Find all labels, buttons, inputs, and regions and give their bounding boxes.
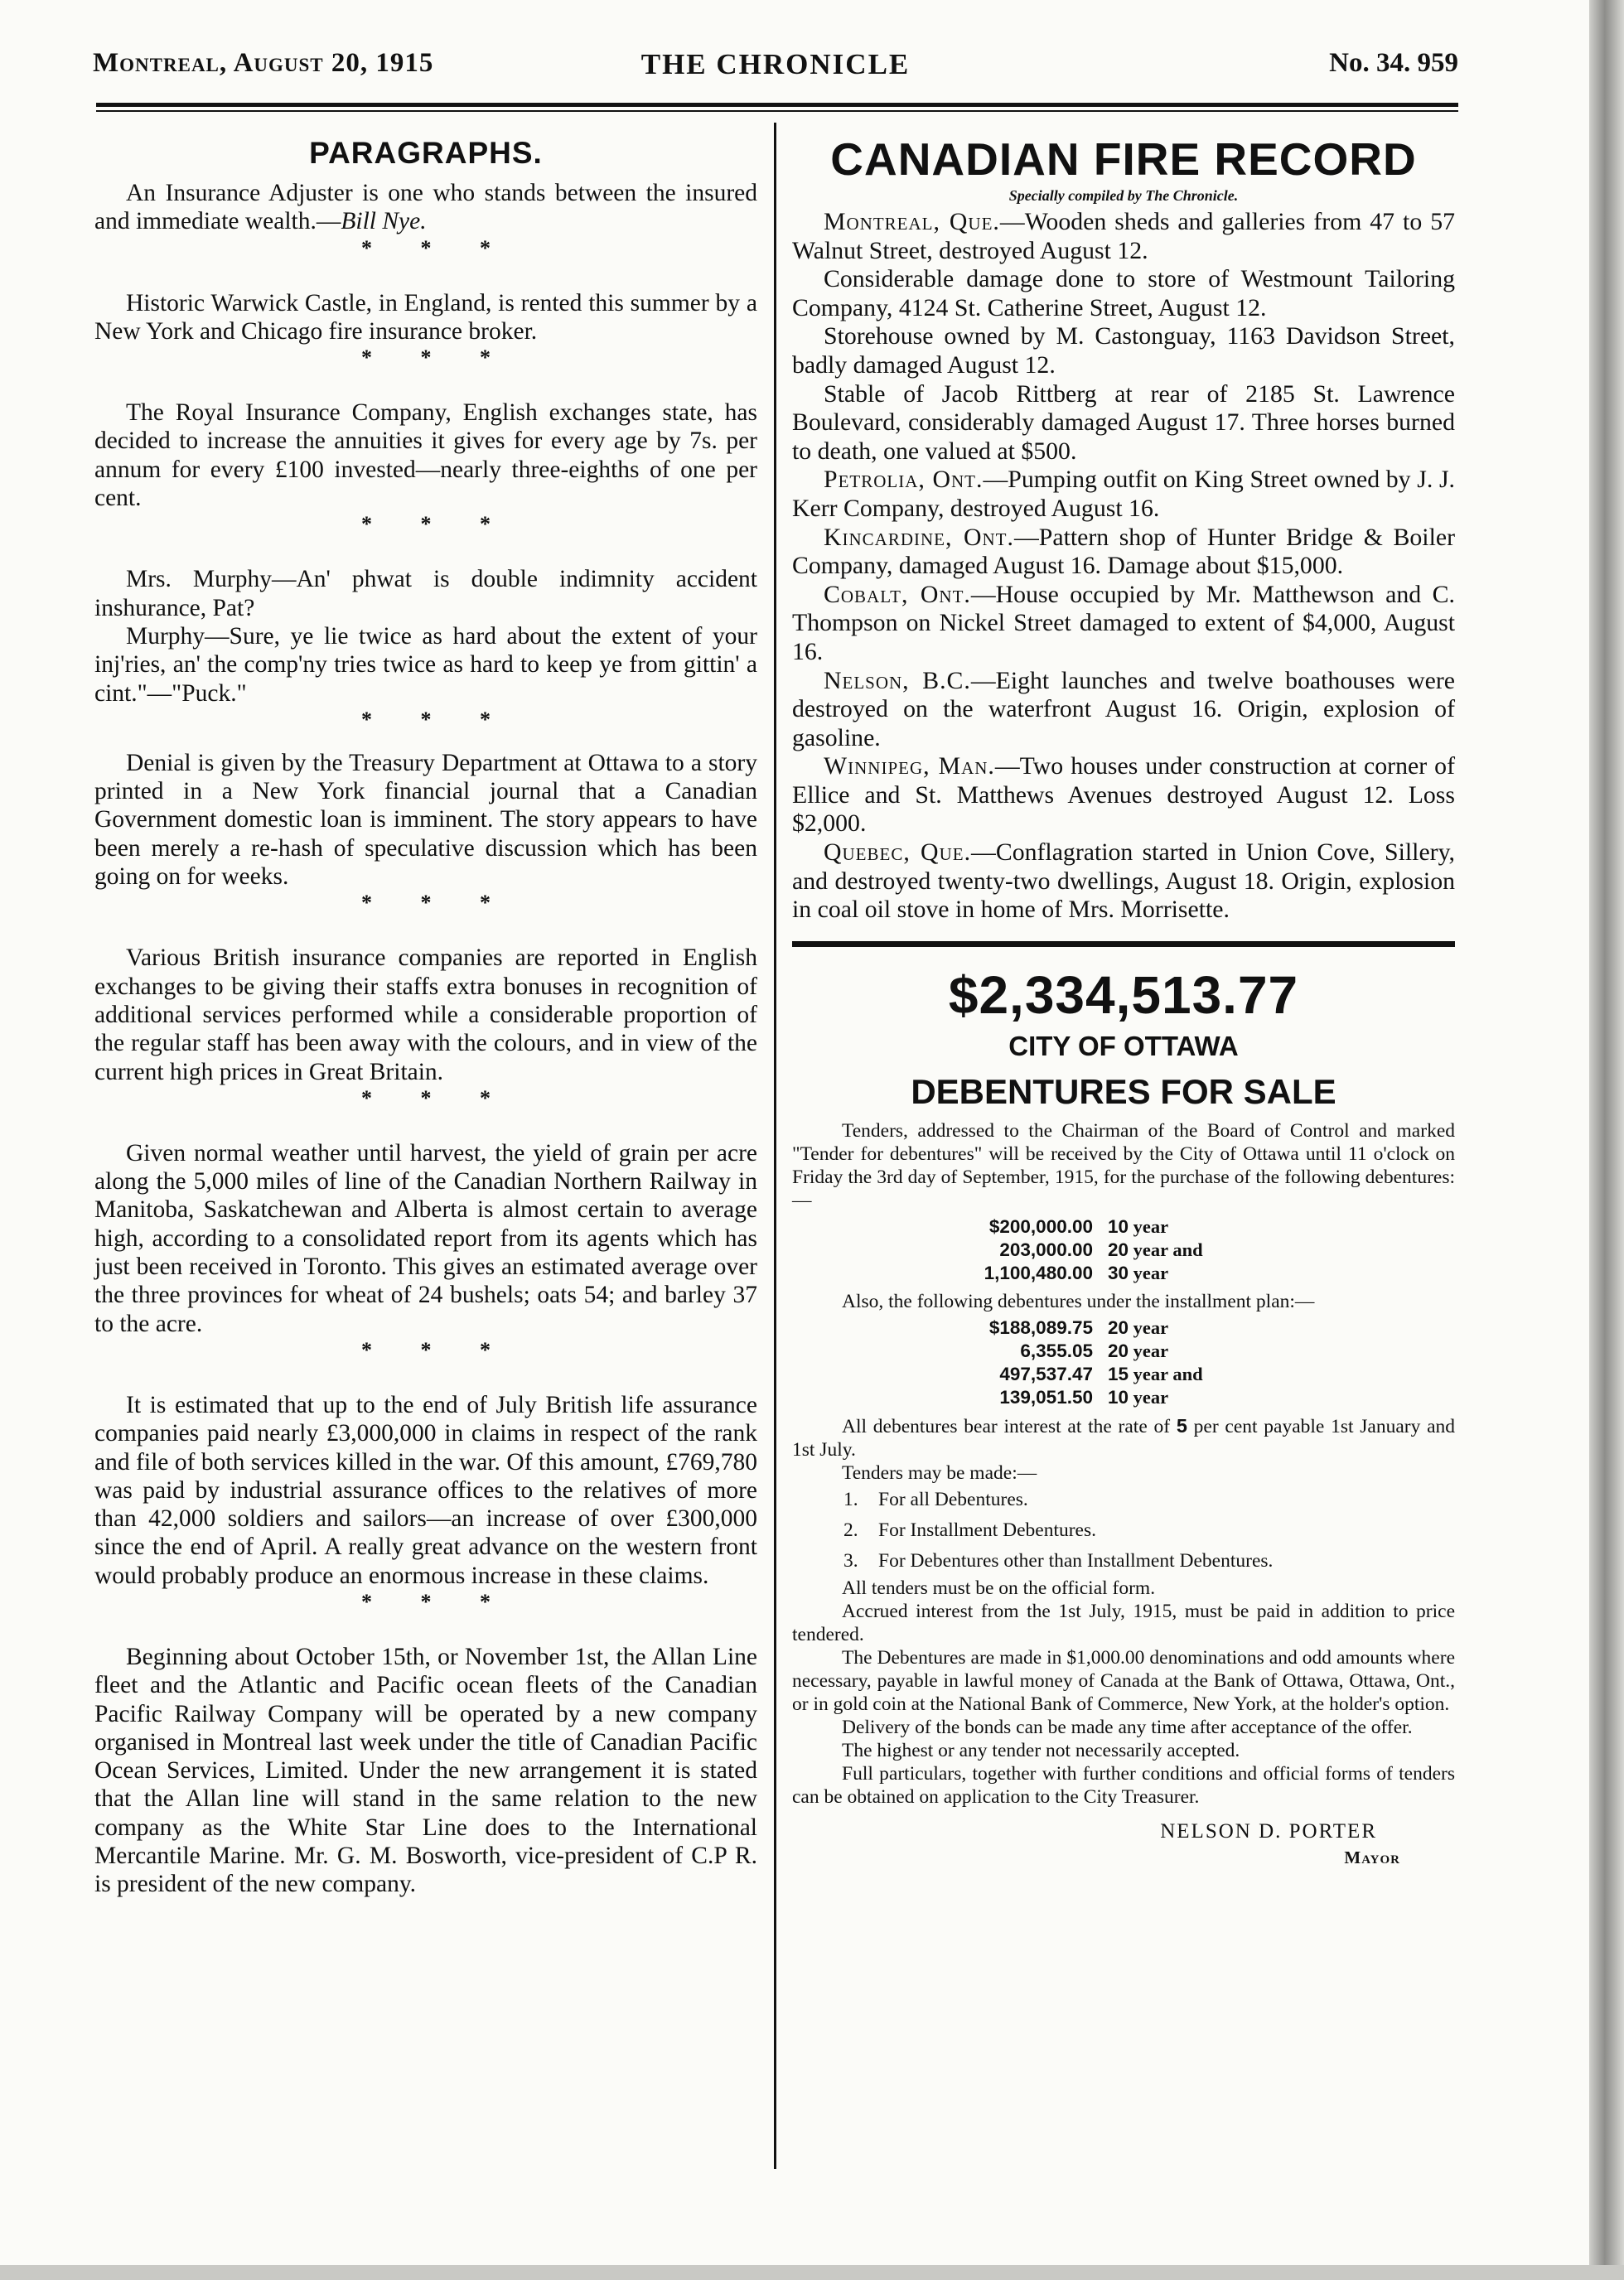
fire-entry: Quebec, Que.—Conflagration started in Union Cove, Sillery, and destroyed twenty-two dwellings, August 18. Origin, explosion in coal oil stove in home of Mrs. Morrisette.: [792, 838, 1456, 924]
paragraph-murphy-question: Mrs. Murphy—An' phwat is double indimnity accident inshurance, Pat?: [94, 566, 757, 621]
header-issue-page: No. 34. 959: [1329, 48, 1458, 78]
table-row: $200,000.00 10 year: [988, 1215, 1169, 1237]
fire-entry: Kincardine, Ont.—Pattern shop of Hunter Bridge & Boiler Company, damaged August 16. Damage about $15,000.: [792, 523, 1456, 580]
section-separator: * * *: [361, 1337, 512, 1362]
paragraph-allan-line: Beginning about October 15th, or November 1st, the Allan Line fleet and the Atlantic and Pacific ocean fleets of the Canadian Pacific Railway Company will be operated by a new company organised in Montreal last week under the title of Canadian Pacific Ocean Services, Limited. Under the new arrangement it is stated that the Allan line will stand in the same relation to the new company as the White Star Line does to the International Mercantile Marine. Mr. G. M. Bosworth, vice-president of C.P R. is president of the new company.: [94, 1643, 757, 1898]
header-rule-thin: [96, 110, 1458, 112]
page-header: [93, 48, 1458, 89]
section-separator: * * *: [361, 891, 512, 915]
fire-entry: Stable of Jacob Rittberg at rear of 2185 St. Lawrence Boulevard, considerably damaged August 17. Three horses burned to death, one valued at $500.: [792, 379, 1455, 465]
page-bottom-edge: [0, 2265, 1624, 2280]
ad-interest: All debentures bear interest at the rate of 5 per cent payable 1st January and 1st July.: [792, 1414, 1456, 1461]
installment-table: [792, 1316, 1455, 1409]
advertisement-rule: [792, 941, 1455, 947]
ad-particulars: Full particulars, together with further conditions and official forms of tenders can be obtained on application to the City Treasurer.: [792, 1762, 1455, 1808]
fire-entry: Considerable damage done to store of Westmount Tailoring Company, 4124 St. Catherine Street, August 12.: [792, 265, 1455, 321]
section-separator: * * *: [361, 512, 512, 537]
ad-heading: DEBENTURES FOR SALE: [911, 1071, 1336, 1111]
paragraph-warwick: Historic Warwick Castle, in England, is rented this summer by a New York and Chicago fire insurance broker.: [94, 289, 757, 345]
table-row: 6,355.05 20 year: [1020, 1340, 1169, 1361]
debentures-table: [792, 1215, 1455, 1285]
table-row: $188,089.75 20 year: [988, 1316, 1169, 1338]
header-masthead: THE CHRONICLE: [640, 48, 911, 80]
section-separator: * * *: [361, 1085, 512, 1110]
ad-denominations: The Debentures are made in $1,000.00 denominations and odd amounts where necessary, payable in lawful money of Canada at the Bank of Ottawa, Ottawa, Ont., or in gold coin at the National Bank of Commerce, New York, at the holder's option.: [792, 1646, 1455, 1715]
list-item: 2. For Installment Debentures.: [843, 1519, 1097, 1541]
signature-title: Mayor: [1344, 1847, 1400, 1867]
section-separator: * * *: [361, 707, 512, 732]
paragraph-bonuses: Various British insurance companies are reported in English exchanges to be giving their staffs extra bonuses in recognition of additional services performed while a considerable proportion of the regular staff has been away with the colours, and in view of the current high prices in Great Britain.: [94, 944, 757, 1085]
paragraph-murphy-answer: Murphy—Sure, ye lie twice as hard about the extent of your inj'ries, an' the comp'ny tries twice as hard to keep ye from gittin' a cint."—"Puck.": [94, 622, 757, 707]
table-row: 203,000.00 20 year and: [999, 1239, 1203, 1260]
paragraph-adjuster: An Insurance Adjuster is one who stands between the insured and immediate wealth.—Bill Nye.: [94, 180, 757, 235]
table-row: 139,051.50 10 year: [999, 1386, 1169, 1408]
column-divider: [774, 123, 776, 2169]
fire-entry: Petrolia, Ont.—Pumping outfit on King Street owned by J. J. Kerr Company, destroyed August 16.: [792, 466, 1455, 522]
paragraph-royal: The Royal Insurance Company, English exchanges state, has decided to increase the annuities it gives for every age by 7s. per annum for every £100 invested—nearly three-eighths of one per cent.: [94, 399, 757, 512]
ad-total-amount: $2,334,513.77: [948, 964, 1299, 1025]
paragraph-treasury: Denial is given by the Treasury Department at Ottawa to a story printed in a New York financial journal that a Canadian Government domestic loan is imminent. The story appears to have been merely a re-hash of speculative discussion which has been going on for weeks.: [94, 749, 757, 891]
ad-highest: The highest or any tender not necessarily accepted.: [842, 1739, 1240, 1761]
fire-record-title: CANADIAN FIRE RECORD: [830, 133, 1417, 185]
fire-record-subtitle: Specially compiled by The Chronicle.: [1008, 187, 1239, 204]
ad-city: CITY OF OTTAWA: [1008, 1030, 1239, 1061]
fire-entry: Nelson, B.C.—Eight launches and twelve boathouses were destroyed on the waterfront August 16. Origin, explosion of gasoline.: [792, 666, 1455, 751]
section-separator: * * *: [361, 345, 512, 370]
table-row: 497,537.47 15 year and: [999, 1363, 1203, 1384]
ad-delivery: Delivery of the bonds can be made any time after acceptance of the offer.: [842, 1716, 1413, 1738]
list-item: 1. For all Debentures.: [843, 1488, 1028, 1510]
fire-entry: Winnipeg, Man.—Two houses under construction at corner of Ellice and St. Matthews Avenues destroyed August 12. Loss $2,000.: [792, 752, 1455, 838]
signature-name: NELSON D. PORTER: [1160, 1819, 1377, 1843]
ad-official-form: All tenders must be on the official form.: [842, 1577, 1156, 1599]
attribution: Bill Nye.: [341, 208, 427, 235]
debentures-advertisement: [792, 964, 1456, 1870]
table-row: 1,100,480.00 30 year: [984, 1262, 1169, 1283]
paragraph-harvest: Given normal weather until harvest, the yield of grain per acre along the 5,000 miles of line of the Canadian Northern Railway in Manitoba, Saskatchewan and Alberta is almost certain to average high, according to a consolidated report from its agents which has just been received in Toronto. This gives an estimated average over the three provinces for wheat of 24 bushels; oats 54; and barley 37 to the acre.: [94, 1139, 757, 1337]
header-rule-thick: [96, 103, 1458, 107]
paragraph-war-claims: It is estimated that up to the end of July British life assurance companies paid nearly £3,000,000 in claims in respect of the rank and file of both services killed in the war. Of this amount, £769,780 was paid by industrial assurance offices to the relatives of more than 42,000 soldiers and sailors—an increase of over £300,000 since the end of April. A really great advance on the western front would probably produce an enormous increase in these claims.: [94, 1391, 757, 1589]
fire-entry: Montreal, Que.—Wooden sheds and galleries from 47 to 57 Walnut Street, destroyed August 12.: [792, 208, 1456, 264]
list-item: 3. For Debentures other than Installment Debentures.: [843, 1549, 1274, 1572]
ad-tenders-may: Tenders may be made:—: [842, 1461, 1037, 1484]
section-separator: * * *: [361, 235, 512, 260]
section-separator: * * *: [361, 1589, 512, 1614]
paragraphs-heading: PARAGRAPHS.: [309, 136, 543, 170]
fire-entry: Cobalt, Ont.—House occupied by Mr. Matthewson and C. Thompson on Nickel Street damaged to extent of $4,000, August 16.: [792, 580, 1455, 665]
fire-entry: Storehouse owned by M. Castonguay, 1163 Davidson Street, badly damaged August 12.: [792, 322, 1455, 379]
header-dateline: Montreal, August 20, 1915: [93, 48, 434, 78]
right-column: [792, 133, 1455, 1870]
fire-record-section: [792, 133, 1455, 925]
ad-accrued: Accrued interest from the 1st July, 1915, must be paid in addition to price tendered.: [792, 1600, 1455, 1645]
ad-installment-intro: Also, the following debentures under the installment plan:—: [842, 1290, 1315, 1312]
page-binding-edge: [1589, 0, 1624, 2280]
ad-intro: Tenders, addressed to the Chairman of the Board of Control and marked "Tender for debentures" will be received by the City of Ottawa until 11 o'clock on Friday the 3rd day of September, 1915, for the purchase of the following debentures:—: [792, 1119, 1455, 1211]
paragraphs-column: [94, 133, 757, 1899]
